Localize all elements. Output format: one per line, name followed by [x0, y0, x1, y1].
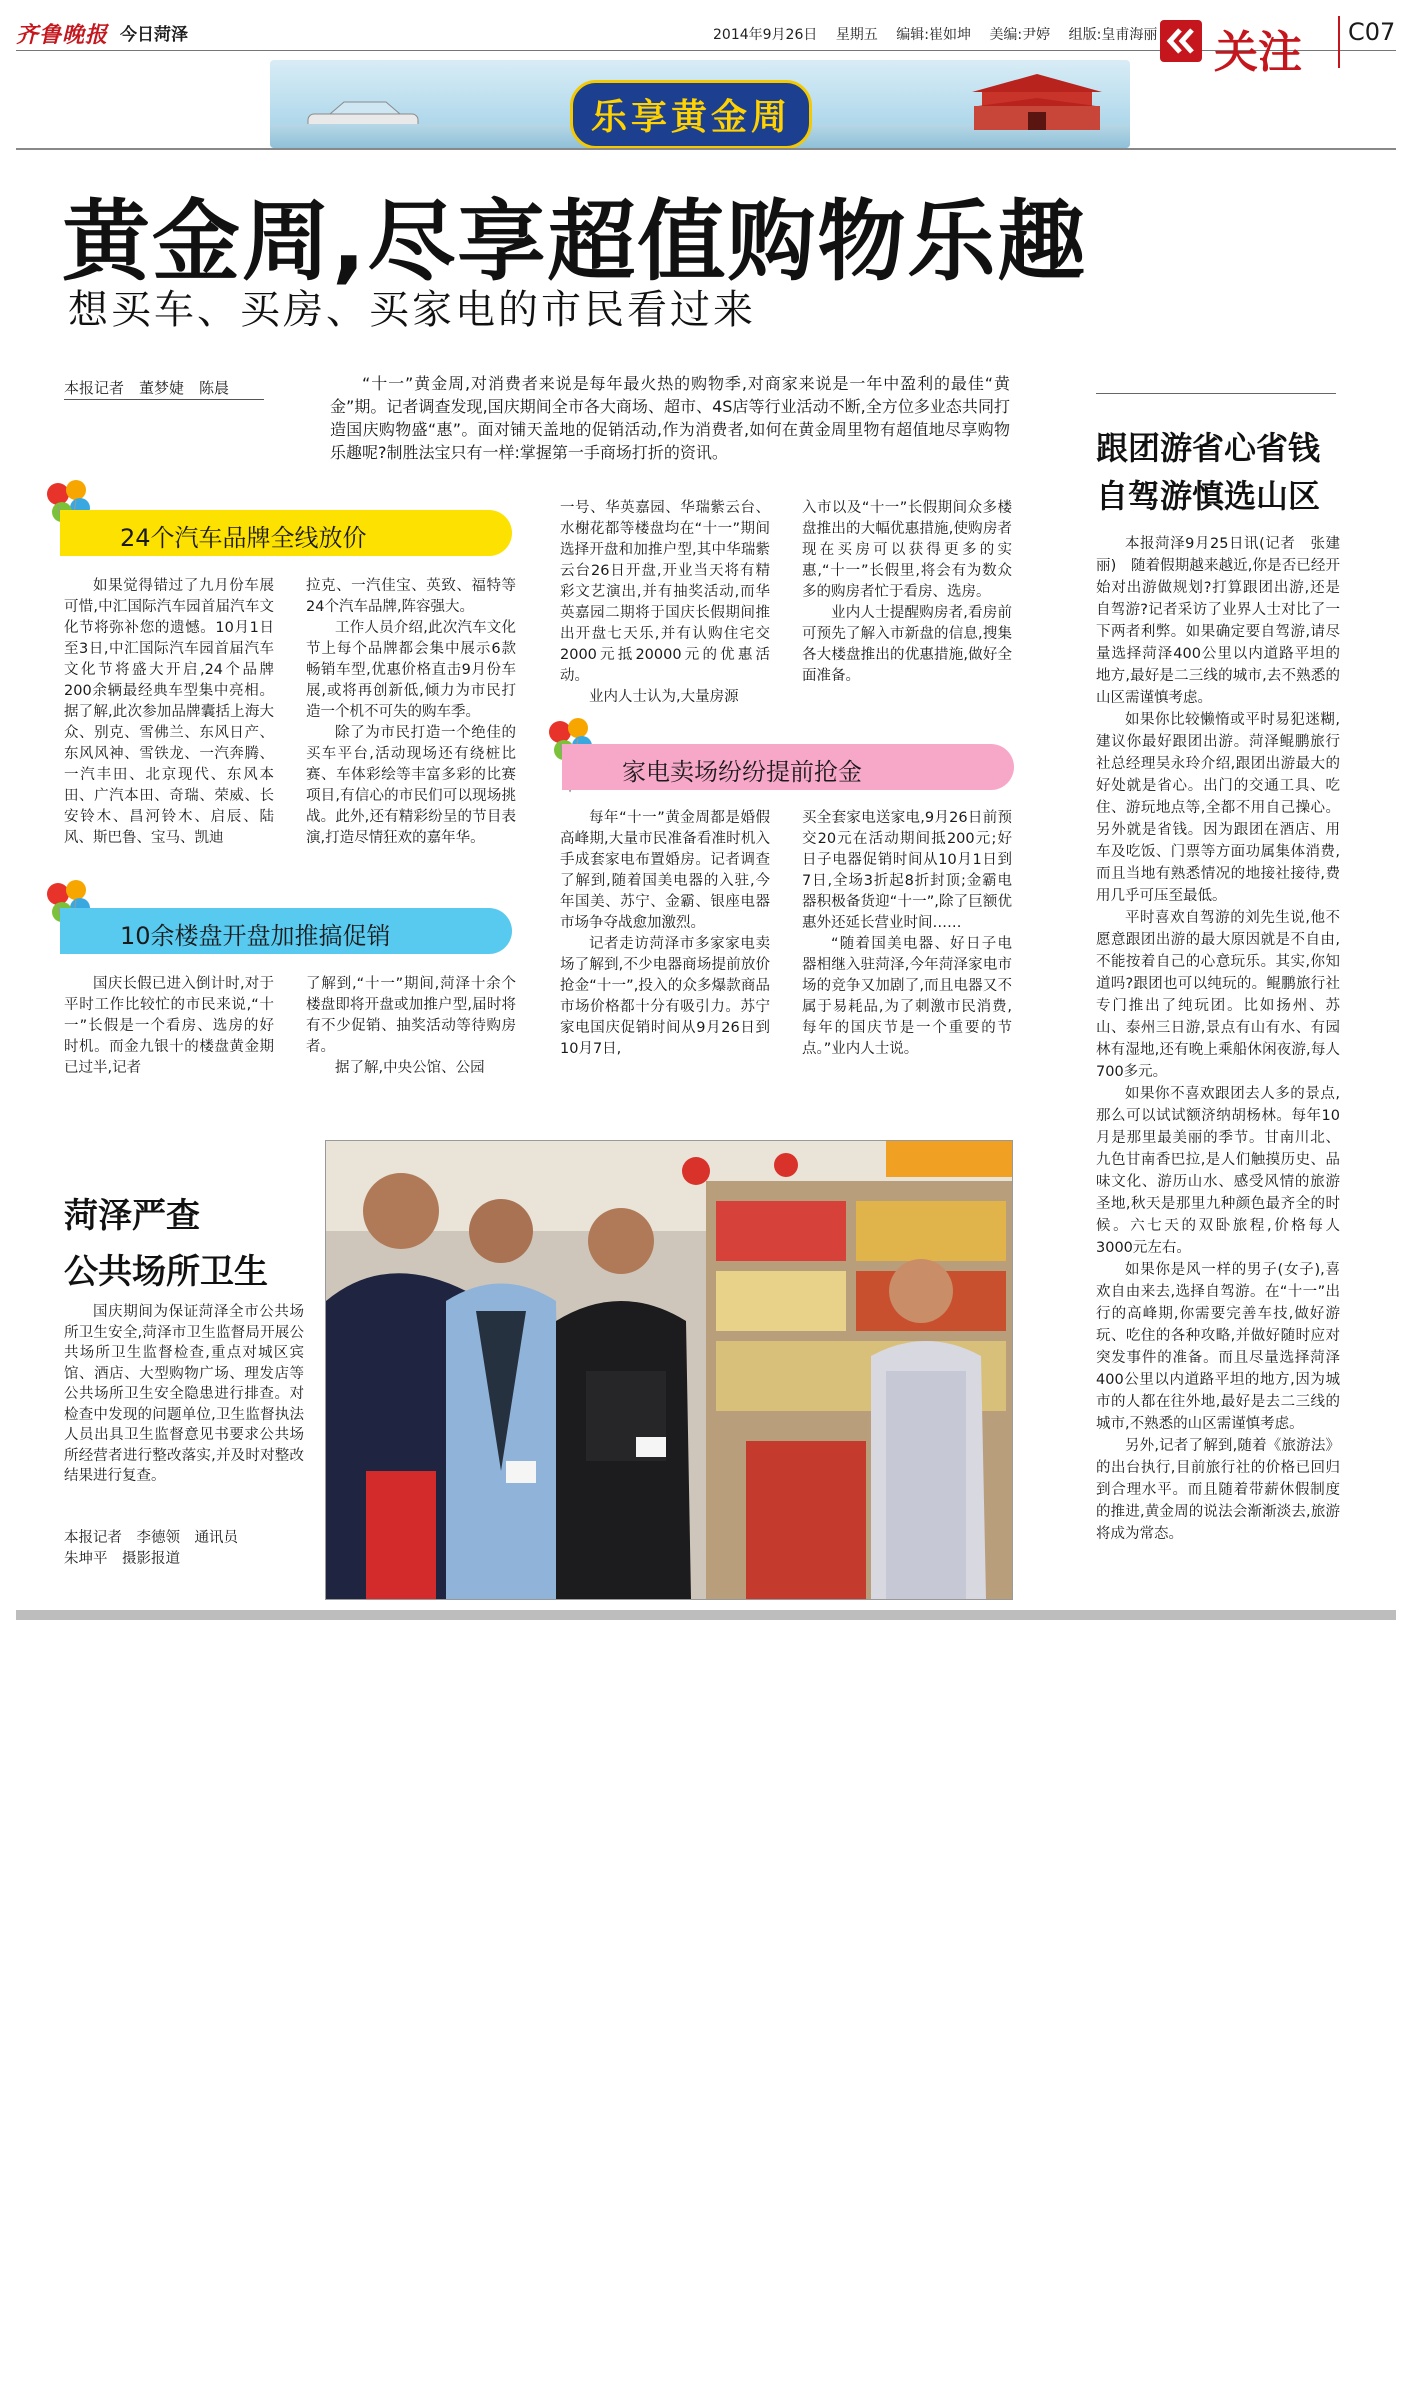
- section-name: 今日菏泽: [120, 25, 188, 45]
- right-column-rule: [1096, 393, 1336, 394]
- travel-paragraph: 如果你是风一样的男子(女子),喜欢自由来去,选择自驾游。在“十一”出行的高峰期,你需要完善车技,做好游玩、吃住的各种攻略,并做好随时应对突发事件的准备。而且尽量选择菏泽400公里以内道路平坦的地方,因为城市的人都在往外地,最好是去二三线的城市,不熟悉的山区需谨慎考虑。: [1096, 1262, 1340, 1432]
- banner-title: 乐享黄金周: [591, 97, 792, 138]
- cars-paragraph: 拉克、一汽佳宝、英致、福特等24个汽车品牌,阵容强大。: [306, 578, 516, 615]
- byline: 本报记者 董梦婕 陈晨: [64, 379, 230, 397]
- cars-paragraph: 工作人员介绍,此次汽车文化节上每个品牌都会集中展示6款畅销车型,优惠价格直击9月份车展,或将再创新低,倾力为市民打造一个机不可失的购车季。: [306, 620, 516, 720]
- housing-column-2: [306, 974, 516, 1079]
- issue-weekday: 星期五: [835, 27, 878, 43]
- byline-rule: [64, 399, 264, 400]
- newspaper-logo: 齐鲁晚报: [16, 23, 109, 48]
- column-title: 关注: [1214, 27, 1302, 78]
- travel-paragraph: 如果你不喜欢跟团去人多的景点,那么可以试试额济纳胡杨林。每年10月是那里最美丽的季节。甘南川北、九色甘南香巴拉,是人们触摸历史、品味文化、游历山水、感受风情的旅游圣地,秋天是那里九种颜色最齐全的时候。六七天的双卧旅程,价格每人3000元左右。: [1096, 1086, 1340, 1256]
- housing-paragraph: 入市以及“十一”长假期间众多楼盘推出的大幅优惠措施,使购房者现在买房可以获得更多的实惠,“十一”长假里,将会有为数众多的购房者忙于看房、选房。: [802, 500, 1012, 600]
- inspection-photo: [325, 1140, 1013, 1600]
- housing-column-1: 国庆长假已进入倒计时,对于平时工作比较忙的市民来说,“十一”长假是一个看房、选房的好时机。而金九银十的楼盘黄金期已过半,记者: [64, 976, 274, 1076]
- appliances-paragraph: “随着国美电器、好日子电器相继入驻菏泽,今年菏泽家电市场的竞争又加剧了,而且电器又不属于易耗品,为了刺激市民消费,每年的国庆节是一个重要的节点。”业内人士说。: [802, 936, 1012, 1057]
- travel-paragraph: 如果你比较懒惰或平时易犯迷糊,建议你最好跟团出游。菏泽鲲鹏旅行社总经理吴永玲介绍,跟团出游最大的好处就是省心。出门的交通工具、吃住、游玩地点等,全都不用自己操心。另外就是省钱。因为跟团在酒店、用车及吃饭、门票等方面功属集体消费,而且当地有熟悉情况的地接社接待,费用几乎可压至最低。: [1096, 712, 1340, 904]
- section-header-appliances: [562, 744, 1014, 790]
- appliances-paragraph: 记者走访菏泽市多家家电卖场了解到,不少电器商场提前放价抢金“十一”,投入的众多爆款商品市场价格都十分有吸引力。苏宁家电国庆促销时间从9月26日到10月7日,: [560, 936, 770, 1057]
- issue-date: 2014年9月26日: [713, 27, 818, 43]
- page-bottom-bar: [16, 1610, 1396, 1620]
- cars-paragraph: 除了为市民打造一个绝佳的买车平台,活动现场还有绕桩比赛、车体彩绘等丰富多彩的比赛项目,有信心的市民们可以现场挑战。此外,还有精彩纷呈的节目表演,打造尽情狂欢的嘉年华。: [306, 725, 516, 846]
- promo-banner: [270, 60, 1130, 148]
- appliances-column-2: [802, 808, 1012, 1060]
- inspection-body: 国庆期间为保证菏泽全市公共场所卫生安全,菏泽市卫生监督局开展公共场所卫生监督检查,重点对城区宾馆、酒店、大型购物广场、理发店等公共场所卫生安全隐患进行排查。对检查中发现的问题单位,卫生监督执法人员出具卫生监督意见书要求公共场所经营者进行整改落实,并及时对整改结果进行复查。: [64, 1304, 304, 1484]
- housing-column-4: [802, 498, 1012, 687]
- cars-column-2: [306, 576, 516, 849]
- section-title-housing: 10余楼盘开盘加推搞促销: [120, 922, 391, 950]
- appliances-paragraph: 买全套家电送家电,9月26日前预交20元在活动期间抵200元;好日子电器促销时间从10月1日到7日,全场3折起8折封顶;金霸电器积极备货迎“十一”,除了巨额优惠外还延长营业时间……: [802, 810, 1012, 931]
- lead-paragraph: “十一”黄金周,对消费者来说是每年最火热的购物季,对商家来说是一年中盈利的最佳“黄金”期。记者调查发现,国庆期间全市各大商场、超市、4S店等行业活动不断,全方位多业态共同打造国庆购物盛“惠”。面对铺天盖地的促销活动,作为消费者,如何在黄金周里物有超值地尽享购物乐趣呢?制胜法宝只有一样:掌握第一手商场打折的资讯。: [330, 374, 1010, 462]
- issue-meta: [713, 24, 1171, 44]
- banner-separator: [16, 148, 1396, 150]
- subheadline: 想买车、买房、买家电的市民看过来: [68, 287, 756, 333]
- appliances-paragraph: 每年“十一”黄金周都是婚假高峰期,大量市民准备看准时机入手成套家电布置婚房。记者调查了解到,随着国美电器的入驻,今年国美、苏宁、金霸、银座电器市场争夺战愈加激烈。: [560, 810, 770, 931]
- editor-credit: 编辑:崔如坤: [896, 27, 971, 43]
- housing-paragraph: 据了解,中央公馆、公园: [335, 1060, 485, 1076]
- housing-paragraph: 业内人士认为,大量房源: [589, 689, 739, 705]
- banner-title-tag: [570, 80, 812, 148]
- appliances-column-1: [560, 808, 770, 1060]
- cars-column-1: 如果觉得错过了九月份车展可惜,中汇国际汽车园首届汽车文化节将弥补您的遗憾。10月1日至3日,中汇国际汽车园首届汽车文化节将盛大开启,24个品牌200余辆最经典车型集中亮相。据了解,此次参加品牌囊括上海大众、别克、雪佛兰、东风日产、东风风神、雪铁龙、一汽奔腾、一汽丰田、北京现代、东风本田、广汽本田、奇瑞、荣威、长安铃木、昌河铃木、启辰、陆风、斯巴鲁、宝马、凯迪: [64, 578, 274, 846]
- column-label: [1154, 14, 1322, 78]
- travel-article: [1096, 533, 1340, 1545]
- photo-illustration: [326, 1141, 1012, 1599]
- section-title-cars: 24个汽车品牌全线放价: [120, 524, 367, 552]
- art-editor-credit: 美编:尹婷: [989, 27, 1051, 43]
- housing-column-3: [560, 498, 770, 708]
- header-divider: [1338, 16, 1340, 68]
- travel-headline: 跟团游省心省钱 自驾游慎选山区: [1096, 429, 1321, 515]
- travel-paragraph: 本报菏泽9月25日讯(记者 张建丽) 随着假期越来越近,你是否已经开始对出游做规划?打算跟团出游,还是自驾游?记者采访了业界人士对比了一下两者利弊。如果确定要自驾游,请尽量选择菏泽400公里以内道路平坦的地方,最好是二三线的城市,去不熟悉的山区需谨慎考虑。: [1096, 536, 1340, 706]
- inspection-headline: 菏泽严查 公共场所卫生: [64, 1196, 268, 1292]
- housing-paragraph: 业内人士提醒购房者,看房前可预先了解入市新盘的信息,搜集各大楼盘推出的优惠措施,做好全面准备。: [802, 605, 1012, 684]
- travel-paragraph: 另外,记者了解到,随着《旅游法》的出台执行,目前旅行社的价格已回归到合理水平。而且随着带薪休假制度的推进,黄金周的说法会渐渐淡去,旅游将成为常态。: [1096, 1438, 1340, 1542]
- tiananmen-illustration: [962, 68, 1112, 132]
- housing-paragraph: 了解到,“十一”期间,菏泽十余个楼盘即将开盘或加推户型,届时将有不少促销、抽奖活动等待购房者。: [306, 976, 516, 1055]
- page-number: C07: [1348, 18, 1396, 46]
- chevron-left-icon: [1160, 20, 1202, 62]
- layout-editor-credit: 组版:皇甫海丽: [1068, 27, 1158, 43]
- housing-paragraph: 一号、华英嘉园、华瑞紫云台、水榭花都等楼盘均在“十一”期间选择开盘和加推户型,其中华瑞紫云台26日开盘,开业当天将有精彩文艺演出,并有抽奖活动,而华英嘉园二期将于国庆长假期间推出开盘七天乐,并有认购住宅交2000元抵20000元的优惠活动。: [560, 500, 770, 684]
- section-header-housing: [60, 908, 512, 954]
- inspection-credit: 本报记者 李德领 通讯员 朱坤平 摄影报道: [64, 1530, 238, 1567]
- travel-paragraph: 平时喜欢自驾游的刘先生说,他不愿意跟团出游的最大原因就是不自由,不能按着自己的心意玩乐。其实,你知道吗?跟团也可以纯玩的。鲲鹏旅行社专门推出了纯玩团。比如扬州、苏山、泰州三日游,景点有山有水、有园林有湿地,还有晚上乘船休闲夜游,每人700多元。: [1096, 910, 1340, 1080]
- section-title-appliances: 家电卖场纷纷提前抢金: [622, 758, 862, 786]
- section-header-cars: [60, 510, 512, 556]
- headline: 黄金周,尽享超值购物乐趣: [62, 190, 1088, 293]
